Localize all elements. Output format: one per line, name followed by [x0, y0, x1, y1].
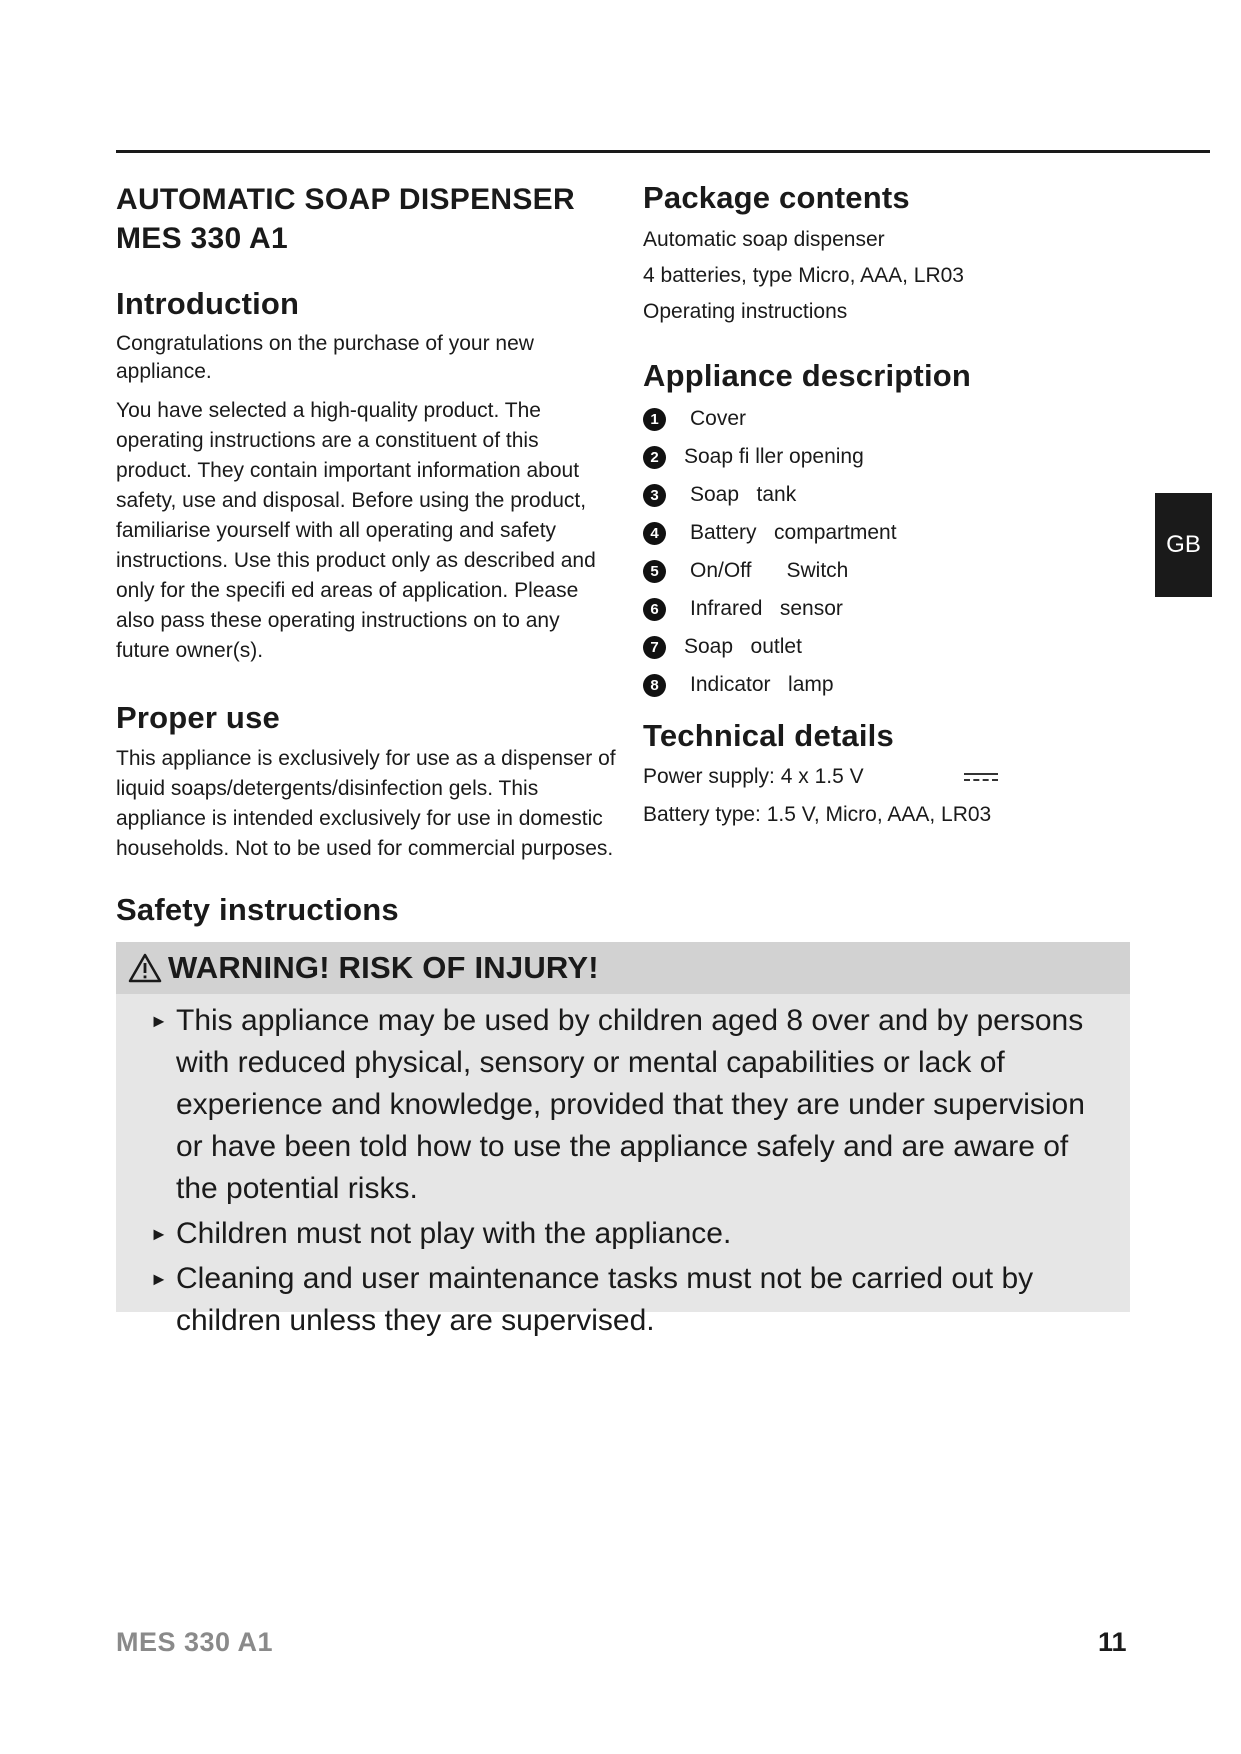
- appliance-description-list: [643, 400, 1113, 704]
- product-title: [116, 180, 616, 258]
- part-label: Soap outlet: [684, 635, 802, 658]
- battery-type-text: Battery type: 1.5 V, Micro, AAA, LR03: [643, 803, 992, 826]
- appliance-part-item: [643, 552, 1113, 590]
- part-number-badge: 4: [643, 522, 666, 545]
- appliance-part-item: [643, 476, 1113, 514]
- part-label: Battery compartment: [690, 521, 897, 544]
- appliance-description-heading: Appliance description: [643, 358, 972, 393]
- package-item: Operating instructions: [643, 300, 848, 323]
- safety-instructions-heading: Safety instructions: [116, 892, 399, 927]
- part-label: On/Off Switch: [690, 559, 849, 582]
- arrow-bullet-icon: ►: [150, 1011, 168, 1031]
- introduction-paragraph-2: You have selected a high-quality product. The operating instructions are a constituent of this product. They contain important information about safety, use and disposal. Before using the product, familiarise yourself with all operating and safety instructions. Use this product only as described and only for the specifi ed areas of application. Please also pass these operating instructions on to any future owner(s).: [116, 399, 596, 662]
- top-rule: [116, 150, 1210, 153]
- warning-box: [116, 942, 1130, 1337]
- package-item: 4 batteries, type Micro, AAA, LR03: [643, 264, 964, 287]
- dc-current-icon: [964, 773, 998, 781]
- warning-title: WARNING! RISK OF INJURY!: [168, 950, 599, 985]
- part-number-badge: 1: [643, 408, 666, 431]
- warning-item: [150, 1258, 1110, 1342]
- page-number: 11: [1098, 1627, 1127, 1657]
- part-number-badge: 5: [643, 560, 666, 583]
- introduction-paragraph-1: Congratulations on the purchase of your new appliance.: [116, 332, 534, 383]
- left-column: [116, 180, 616, 864]
- warning-item-text: Cleaning and user maintenance tasks must not be carried out by children unless they are supervised.: [176, 1262, 1034, 1337]
- part-label: Soap fi ller opening: [684, 445, 864, 468]
- appliance-part-item: [643, 514, 1113, 552]
- right-column: [643, 180, 1113, 834]
- technical-details-heading: Technical details: [643, 718, 894, 753]
- warning-item-text: This appliance may be used by children aged 8 over and by persons with reduced physical, sensory or mental capabilities or lack of experience and knowledge, provided that they are under supervision or have been told how to use the appliance safely and are aware of the potential risks.: [176, 1004, 1085, 1205]
- language-tab-gb: GB: [1155, 493, 1212, 597]
- part-label: Soap tank: [690, 483, 797, 506]
- appliance-part-item: [643, 628, 1113, 666]
- battery-type-row: [643, 796, 1113, 834]
- appliance-part-item: [643, 400, 1113, 438]
- proper-use-heading: Proper use: [116, 700, 280, 735]
- part-number-badge: 7: [643, 636, 666, 659]
- warning-item: [150, 1213, 1110, 1255]
- part-number-badge: 6: [643, 598, 666, 621]
- warning-triangle-icon: [128, 953, 162, 983]
- part-label: Cover: [690, 407, 747, 430]
- footer-model: MES 330 A1: [116, 1627, 274, 1657]
- appliance-part-item: [643, 438, 1113, 476]
- introduction-heading: Introduction: [116, 286, 300, 321]
- proper-use-paragraph: This appliance is exclusively for use as a dispenser of liquid soaps/detergents/disinfection gels. This appliance is intended exclusively for use in domestic households. Not to be used for commercial purposes.: [116, 747, 616, 860]
- package-item: Automatic soap dispenser: [643, 228, 885, 251]
- arrow-bullet-icon: ►: [150, 1269, 168, 1289]
- part-label: Indicator lamp: [690, 673, 834, 696]
- product-title-line-2: MES 330 A1: [116, 222, 288, 255]
- power-supply-text: Power supply: 4 x 1.5 V: [643, 765, 864, 788]
- part-number-badge: 2: [643, 446, 666, 469]
- part-number-badge: 3: [643, 484, 666, 507]
- package-contents-heading: Package contents: [643, 180, 910, 215]
- power-supply-row: [643, 758, 1113, 796]
- warning-header: [116, 942, 1130, 994]
- appliance-part-item: [643, 590, 1113, 628]
- part-number-badge: 8: [643, 674, 666, 697]
- warning-item: [150, 1000, 1110, 1210]
- package-contents-list: [643, 222, 1113, 330]
- warning-item-text: Children must not play with the appliance.: [176, 1217, 732, 1250]
- arrow-bullet-icon: ►: [150, 1224, 168, 1244]
- product-title-line-1: AUTOMATIC SOAP DISPENSER: [116, 183, 575, 216]
- appliance-part-item: [643, 666, 1113, 704]
- part-label: Infrared sensor: [690, 597, 843, 620]
- warning-list: [116, 994, 1130, 1342]
